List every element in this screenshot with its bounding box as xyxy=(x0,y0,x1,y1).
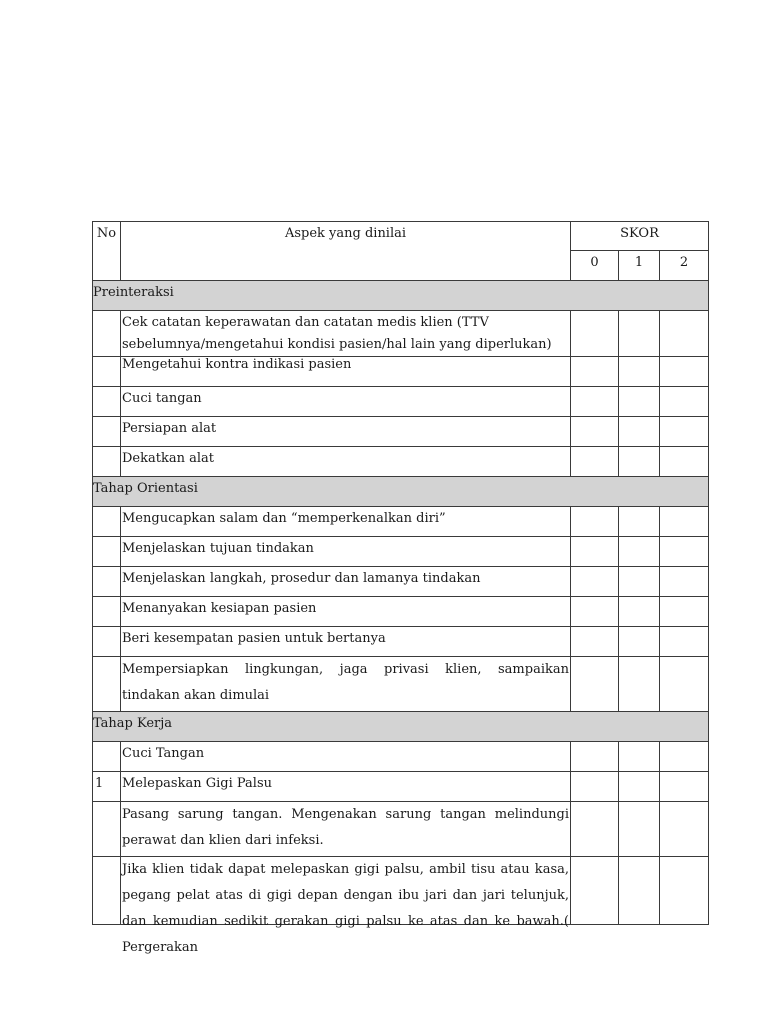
score-2-cell[interactable] xyxy=(660,447,709,477)
no-cell xyxy=(93,357,121,387)
score-2-header: 2 xyxy=(660,251,709,281)
aspek-cell: Menanyakan kesiapan pasien xyxy=(121,597,571,627)
aspek-cell: Menjelaskan langkah, prosedur dan lamanya tindakan xyxy=(121,567,571,597)
score-2-cell[interactable] xyxy=(660,627,709,657)
score-1-cell[interactable] xyxy=(619,742,660,772)
score-0-cell[interactable] xyxy=(571,857,619,925)
no-cell xyxy=(93,567,121,597)
score-0-cell[interactable] xyxy=(571,387,619,417)
score-2-cell[interactable] xyxy=(660,597,709,627)
score-1-cell[interactable] xyxy=(619,857,660,925)
score-2-cell[interactable] xyxy=(660,567,709,597)
no-cell xyxy=(93,597,121,627)
aspek-cell: Beri kesempatan pasien untuk bertanya xyxy=(121,627,571,657)
no-cell xyxy=(93,417,121,447)
no-cell xyxy=(93,657,121,712)
score-2-cell[interactable] xyxy=(660,537,709,567)
no-cell xyxy=(93,857,121,925)
table-row xyxy=(93,357,709,387)
table-row xyxy=(93,597,709,627)
no-cell xyxy=(93,802,121,857)
table-row xyxy=(93,447,709,477)
score-1-cell[interactable] xyxy=(619,772,660,802)
section-kerja: Tahap Kerja xyxy=(93,712,709,742)
table-row xyxy=(93,857,709,925)
score-0-header: 0 xyxy=(571,251,619,281)
score-0-cell[interactable] xyxy=(571,772,619,802)
score-1-cell[interactable] xyxy=(619,657,660,712)
no-cell xyxy=(93,537,121,567)
aspek-cell: Menjelaskan tujuan tindakan xyxy=(121,537,571,567)
score-1-cell[interactable] xyxy=(619,627,660,657)
aspek-cell: Mempersiapkan lingkungan, jaga privasi klien, sampaikan tindakan akan dimulai xyxy=(121,657,571,712)
score-0-cell[interactable] xyxy=(571,357,619,387)
score-1-cell[interactable] xyxy=(619,802,660,857)
no-cell xyxy=(93,447,121,477)
aspek-cell: Cuci tangan xyxy=(121,387,571,417)
score-1-cell[interactable] xyxy=(619,387,660,417)
score-0-cell[interactable] xyxy=(571,627,619,657)
score-1-cell[interactable] xyxy=(619,357,660,387)
section-row xyxy=(93,281,709,311)
aspek-cell: Cek catatan keperawatan dan catatan medis klien (TTV sebelumnya/mengetahui kondisi pasien/hal lain yang diperlukan) xyxy=(121,311,571,357)
section-row xyxy=(93,477,709,507)
aspek-cell: Dekatkan alat xyxy=(121,447,571,477)
table-row xyxy=(93,537,709,567)
header-row xyxy=(93,222,709,251)
score-0-cell[interactable] xyxy=(571,597,619,627)
no-cell xyxy=(93,387,121,417)
table-row xyxy=(93,627,709,657)
table-row xyxy=(93,387,709,417)
aspek-cell: Mengetahui kontra indikasi pasien xyxy=(121,357,571,387)
aspek-cell: Mengucapkan salam dan “memperkenalkan diri” xyxy=(121,507,571,537)
aspek-cell: Persiapan alat xyxy=(121,417,571,447)
header-skor: SKOR xyxy=(571,222,709,251)
score-0-cell[interactable] xyxy=(571,417,619,447)
aspek-cell: Melepaskan Gigi Palsu xyxy=(121,772,571,802)
score-2-cell[interactable] xyxy=(660,357,709,387)
no-cell xyxy=(93,507,121,537)
score-1-cell[interactable] xyxy=(619,507,660,537)
score-1-header: 1 xyxy=(619,251,660,281)
score-1-cell[interactable] xyxy=(619,417,660,447)
score-1-cell[interactable] xyxy=(619,597,660,627)
table-row xyxy=(93,772,709,802)
no-cell xyxy=(93,627,121,657)
header-no: No xyxy=(93,222,121,281)
score-2-cell[interactable] xyxy=(660,857,709,925)
score-2-cell[interactable] xyxy=(660,507,709,537)
score-0-cell[interactable] xyxy=(571,507,619,537)
no-cell xyxy=(93,311,121,357)
score-2-cell[interactable] xyxy=(660,311,709,357)
score-0-cell[interactable] xyxy=(571,742,619,772)
table-row xyxy=(93,507,709,537)
table-row xyxy=(93,657,709,712)
section-orientasi: Tahap Orientasi xyxy=(93,477,709,507)
score-1-cell[interactable] xyxy=(619,567,660,597)
table-row xyxy=(93,742,709,772)
aspek-cell xyxy=(121,857,571,955)
score-1-cell[interactable] xyxy=(619,537,660,567)
score-1-cell[interactable] xyxy=(619,311,660,357)
no-cell: 1 xyxy=(93,772,121,802)
table-row xyxy=(93,567,709,597)
score-0-cell[interactable] xyxy=(571,311,619,357)
aspek-cell: Cuci Tangan xyxy=(121,742,571,772)
aspek-text: Jika klien tidak dapat melepaskan gigi palsu, ambil tisu atau kasa, pegang pelat atas di gigi depan dengan ibu jari dan jari telunjuk, dan kemudian sedikit gerakan gigi palsu ke atas dan ke bawah.( Pergerakan xyxy=(122,862,569,955)
table-row xyxy=(93,802,709,857)
score-0-cell[interactable] xyxy=(571,657,619,712)
assessment-table xyxy=(92,221,709,955)
table-row xyxy=(93,311,709,357)
score-0-cell[interactable] xyxy=(571,447,619,477)
header-aspek: Aspek yang dinilai xyxy=(121,222,571,281)
score-2-cell[interactable] xyxy=(660,657,709,712)
score-1-cell[interactable] xyxy=(619,447,660,477)
score-2-cell[interactable] xyxy=(660,802,709,857)
section-preinteraksi: Preinteraksi xyxy=(93,281,709,311)
score-2-cell[interactable] xyxy=(660,772,709,802)
no-cell xyxy=(93,742,121,772)
score-2-cell[interactable] xyxy=(660,387,709,417)
section-row xyxy=(93,712,709,742)
score-0-cell[interactable] xyxy=(571,537,619,567)
score-0-cell[interactable] xyxy=(571,802,619,857)
score-0-cell[interactable] xyxy=(571,567,619,597)
aspek-cell: Pasang sarung tangan. Mengenakan sarung tangan melindungi perawat dan klien dari infeksi. xyxy=(121,802,571,857)
score-2-cell[interactable] xyxy=(660,417,709,447)
table-row xyxy=(93,417,709,447)
score-2-cell[interactable] xyxy=(660,742,709,772)
